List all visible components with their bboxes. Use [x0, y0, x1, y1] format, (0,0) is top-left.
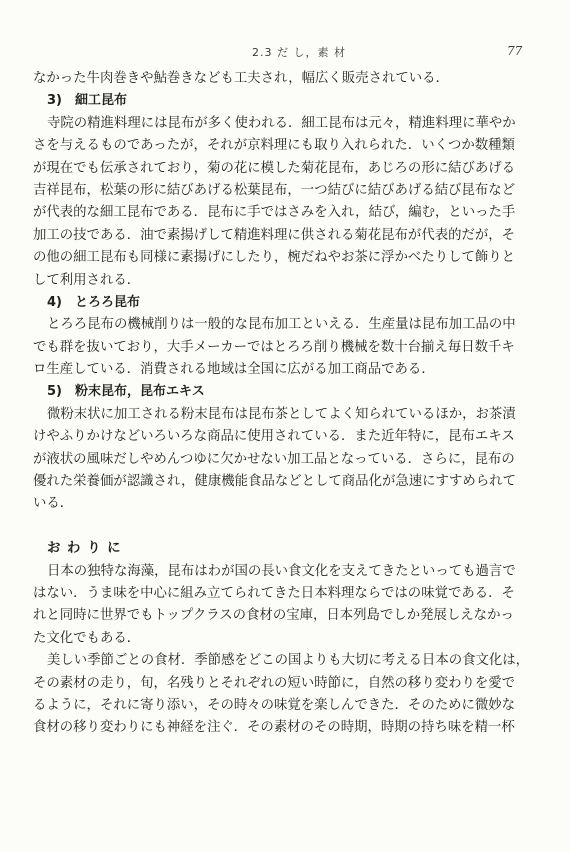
body-text — [33, 68, 547, 740]
paragraph-line: その素材の走り，旬，名残りとそれぞれの短い時節に，自然の移り変わりを愛で — [33, 675, 516, 691]
paragraph-line: が液状の風味だしやめんつゆに欠かせない加工品となっている．さらに，昆布の — [33, 451, 515, 467]
paragraph-line: るように，それに寄り添い，その時々の味覚を楽しんできた．そのために微妙な — [33, 697, 516, 713]
subsection-heading: 5) 粉末昆布，昆布エキス — [47, 384, 205, 400]
section-spacer — [33, 516, 547, 538]
paragraph-line: の他の細工昆布も同様に素揚げにしたり，椀だねやお茶に浮かべたりして飾りと — [33, 250, 516, 266]
paragraph-line: でも群を抜いており，大手メーカーではとろろ削り機械を数十台揃え毎日数千キ — [33, 339, 515, 355]
paragraph-line: 美しい季節ごとの食材．季節感をどこの国よりも大切に考える日本の食文化は， — [47, 653, 530, 669]
paragraph-line: して利用される． — [33, 272, 141, 288]
paragraph-line: 加工の技である．油で素揚げして精進料理に供される菊花昆布が代表的だが，そ — [33, 227, 516, 243]
running-header — [0, 44, 570, 60]
paragraph-line: が代表的な細工昆布である．昆布に手ではさみを入れ，結び，編む，といった手 — [33, 205, 516, 221]
page-number: 77 — [507, 44, 523, 58]
paragraph-line: 寺院の精進料理には昆布が多く使われる．細工昆布は元々，精進料理に華やか — [47, 115, 516, 131]
subsection-heading: 4) とろろ昆布 — [47, 294, 140, 310]
paragraph-line: なかった牛肉巻きや鮎巻きなども工夫され，幅広く販売されている． — [33, 71, 449, 86]
paragraph-line: 日本の独特な海藻，昆布はわが国の長い食文化を支えてきたといっても過言で — [47, 563, 516, 579]
section-heading: お わ り に — [47, 541, 122, 557]
paragraph-line: 微粉末状に加工される粉末昆布は昆布茶としてよく知られているほか，お茶漬 — [47, 406, 516, 422]
paragraph-line: 食材の移り変わりにも神経を注ぐ．その素材のその時期，時期の持ち味を精一杯 — [33, 720, 515, 736]
paragraph-line: 吉祥昆布，松葉の形に結びあげる松葉昆布，一つ結びに結びあげる結び昆布など — [33, 182, 516, 198]
paragraph-line: が現在でも伝承されており，菊の花に模した菊花昆布，あじろの形に結びあげる — [33, 160, 516, 176]
paragraph-line: れと同時に世界でもトップクラスの食材の宝庫，日本列島でしか発展しえなかっ — [33, 608, 514, 624]
paragraph-line: とろろ昆布の機械削りは一般的な昆布加工といえる．生産量は昆布加工品の中 — [47, 317, 516, 333]
paragraph-line: ロ生産している．消費される地域は全国に広がる加工商品である． — [33, 362, 435, 378]
subsection-heading: 3) 細工昆布 — [47, 93, 127, 109]
paragraph-line: た文化でもある． — [33, 630, 141, 646]
paragraph-line: さを与えるものであったが，それが京料理にも取り入れられた．いくつか数種類 — [33, 138, 515, 154]
section-title: 2.3 だ し，素 材 — [252, 46, 346, 59]
paragraph-line: いる． — [33, 496, 74, 512]
paragraph-line: 優れた栄養価が認識され，健康機能食品などとして商品化が急速にすすめられて — [33, 474, 516, 490]
paragraph-line: はない．うま味を中心に組み立てられてきた日本料理ならではの味覚である．そ — [33, 585, 515, 601]
paragraph-line: けやふりかけなどいろいろな商品に使用されている．また近年特に，昆布エキス — [33, 429, 515, 445]
